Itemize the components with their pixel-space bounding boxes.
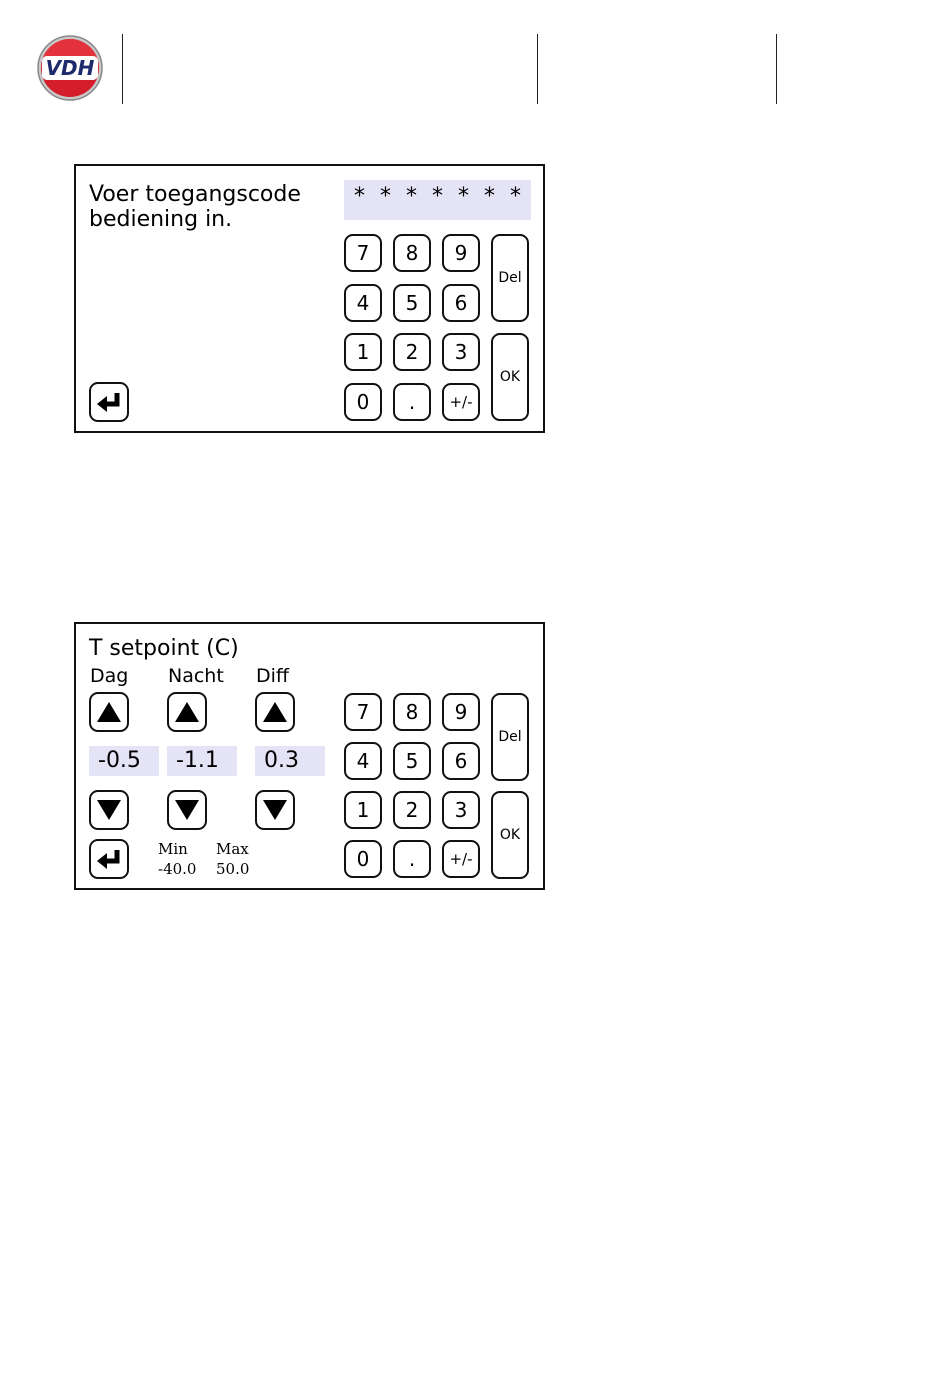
- triangle-down-icon: [174, 799, 200, 821]
- dag-label: Dag: [90, 665, 129, 687]
- title-line-1: Voer toegangscode: [89, 182, 301, 207]
- key-9[interactable]: 9: [442, 693, 480, 731]
- nacht-label: Nacht: [168, 665, 224, 687]
- return-arrow-icon: [95, 390, 123, 414]
- key-5[interactable]: 5: [393, 742, 431, 780]
- max-info: [216, 839, 249, 879]
- dag-value[interactable]: -0.5: [89, 746, 159, 776]
- back-button[interactable]: [89, 382, 129, 422]
- key-4[interactable]: 4: [344, 742, 382, 780]
- min-value: -40.0: [158, 860, 197, 878]
- nacht-up-button[interactable]: [167, 692, 207, 732]
- triangle-down-icon: [262, 799, 288, 821]
- del-button[interactable]: Del: [491, 234, 529, 322]
- key-8[interactable]: 8: [393, 234, 431, 272]
- access-code-panel: [74, 164, 545, 433]
- back-button[interactable]: [89, 839, 129, 879]
- triangle-down-icon: [96, 799, 122, 821]
- ok-button[interactable]: OK: [491, 333, 529, 421]
- dag-down-button[interactable]: [89, 790, 129, 830]
- triangle-up-icon: [262, 701, 288, 723]
- key-plus-minus[interactable]: +/-: [442, 840, 480, 878]
- key-0[interactable]: 0: [344, 383, 382, 421]
- return-arrow-icon: [95, 847, 123, 871]
- title-line-2: bediening in.: [89, 207, 233, 232]
- diff-value[interactable]: 0.3: [255, 746, 325, 776]
- key-1[interactable]: 1: [344, 791, 382, 829]
- diff-up-button[interactable]: [255, 692, 295, 732]
- password-field[interactable]: * * * * * * *: [344, 180, 531, 220]
- setpoint-panel: [74, 622, 545, 890]
- key-decimal[interactable]: .: [393, 383, 431, 421]
- key-decimal[interactable]: .: [393, 840, 431, 878]
- key-1[interactable]: 1: [344, 333, 382, 371]
- diff-down-button[interactable]: [255, 790, 295, 830]
- panel-title: [89, 182, 301, 232]
- key-9[interactable]: 9: [442, 234, 480, 272]
- header-divider: [776, 34, 777, 104]
- key-7[interactable]: 7: [344, 234, 382, 272]
- min-label: Min: [158, 840, 188, 858]
- max-value: 50.0: [216, 860, 250, 878]
- key-5[interactable]: 5: [393, 284, 431, 322]
- key-3[interactable]: 3: [442, 791, 480, 829]
- key-6[interactable]: 6: [442, 284, 480, 322]
- key-plus-minus[interactable]: +/-: [442, 383, 480, 421]
- triangle-up-icon: [174, 701, 200, 723]
- key-3[interactable]: 3: [442, 333, 480, 371]
- panel-title: T setpoint (C): [89, 636, 239, 661]
- key-0[interactable]: 0: [344, 840, 382, 878]
- svg-text:VDH: VDH: [45, 56, 95, 80]
- nacht-value[interactable]: -1.1: [167, 746, 237, 776]
- max-label: Max: [216, 840, 249, 858]
- nacht-down-button[interactable]: [167, 790, 207, 830]
- vdh-logo: [36, 34, 104, 102]
- key-7[interactable]: 7: [344, 693, 382, 731]
- triangle-up-icon: [96, 701, 122, 723]
- dag-up-button[interactable]: [89, 692, 129, 732]
- header-divider: [537, 34, 538, 104]
- key-6[interactable]: 6: [442, 742, 480, 780]
- ok-button[interactable]: OK: [491, 791, 529, 879]
- header-divider: [122, 34, 123, 104]
- min-info: [158, 839, 196, 879]
- key-4[interactable]: 4: [344, 284, 382, 322]
- diff-label: Diff: [256, 665, 289, 687]
- del-button[interactable]: Del: [491, 693, 529, 781]
- key-2[interactable]: 2: [393, 791, 431, 829]
- key-8[interactable]: 8: [393, 693, 431, 731]
- key-2[interactable]: 2: [393, 333, 431, 371]
